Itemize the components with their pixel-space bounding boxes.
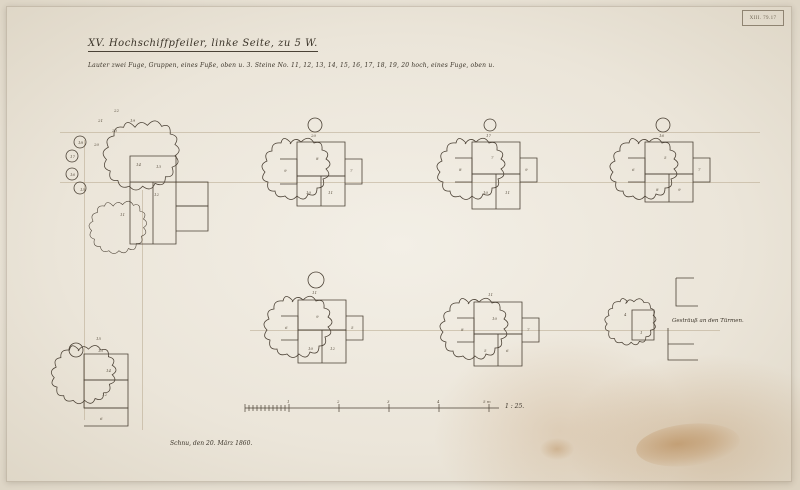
svg-text:20: 20 (94, 142, 100, 147)
svg-text:12: 12 (102, 392, 108, 397)
svg-text:8: 8 (459, 167, 462, 172)
svg-text:7: 7 (491, 155, 494, 160)
svg-text:16: 16 (70, 172, 76, 177)
svg-text:4: 4 (437, 400, 440, 404)
archive-stamp: XIII. 79.17 (742, 10, 784, 26)
svg-text:17: 17 (70, 154, 76, 159)
svg-text:9: 9 (316, 314, 319, 319)
svg-text:5: 5 (664, 155, 667, 160)
svg-text:11: 11 (505, 190, 511, 195)
pier-plan-5[interactable] (58, 328, 178, 438)
svg-text:13: 13 (98, 348, 104, 353)
svg-text:7: 7 (527, 327, 530, 332)
page-title: XV. Hochschiffpfeiler, linke Seite, zu 5 W. (88, 38, 318, 52)
svg-text:4: 4 (624, 312, 627, 317)
svg-text:9: 9 (525, 167, 528, 172)
scale-caption: 1 : 25. (505, 403, 525, 410)
svg-text:10: 10 (308, 346, 314, 351)
svg-text:8: 8 (461, 327, 464, 332)
svg-text:9: 9 (284, 168, 287, 173)
svg-text:14: 14 (106, 368, 112, 373)
svg-text:11: 11 (488, 292, 494, 297)
svg-text:9: 9 (678, 187, 681, 192)
svg-text:10: 10 (492, 316, 498, 321)
svg-text:6: 6 (100, 416, 103, 421)
pier-plan-7[interactable] (428, 274, 563, 384)
scale-bar (243, 400, 501, 412)
svg-text:7: 7 (350, 168, 353, 173)
svg-text:11: 11 (328, 190, 334, 195)
svg-text:10: 10 (306, 190, 312, 195)
svg-text:5: 5 (351, 325, 354, 330)
svg-text:19: 19 (130, 118, 136, 123)
signature-line: Schnu, den 20. März 1860. (170, 440, 253, 447)
svg-text:20: 20 (311, 133, 317, 138)
svg-text:5 m: 5 m (483, 400, 491, 404)
svg-text:11: 11 (312, 290, 318, 295)
pier-plan-2[interactable] (250, 114, 385, 219)
svg-text:12: 12 (154, 192, 160, 197)
svg-text:18: 18 (78, 140, 84, 145)
svg-text:23: 23 (112, 128, 118, 133)
svg-text:17: 17 (486, 133, 492, 138)
svg-text:11: 11 (120, 212, 126, 217)
pier-plan-4[interactable] (598, 114, 733, 219)
svg-text:16: 16 (659, 133, 665, 138)
svg-text:10: 10 (483, 190, 489, 195)
svg-text:8: 8 (316, 156, 319, 161)
svg-text:6: 6 (506, 348, 509, 353)
pier-plan-6[interactable] (252, 268, 387, 378)
page-subtitle: Lauter zwei Fuge, Gruppen, eines Fuße, oben u. 3. Steine No. 11, 12, 13, 14, 15, 16, 17, 18, 19, 20 hoch, eines Fuge, oben u. (88, 62, 495, 69)
svg-text:15: 15 (80, 187, 86, 192)
foxing-stain-small (540, 438, 574, 460)
svg-text:13: 13 (156, 164, 162, 169)
svg-text:14: 14 (136, 162, 142, 167)
svg-text:6: 6 (285, 325, 288, 330)
svg-text:12: 12 (330, 346, 336, 351)
svg-text:7: 7 (698, 167, 701, 172)
svg-text:22: 22 (114, 108, 120, 113)
svg-text:8: 8 (656, 187, 659, 192)
svg-text:21: 21 (98, 118, 104, 123)
svg-text:3: 3 (387, 400, 390, 404)
svg-text:1: 1 (287, 400, 290, 404)
svg-text:2: 2 (337, 400, 340, 404)
svg-text:15: 15 (96, 336, 102, 341)
pier-plan-3[interactable] (425, 114, 560, 219)
pier-plan-1[interactable] (58, 96, 273, 256)
svg-text:5: 5 (484, 348, 487, 353)
svg-text:1: 1 (640, 330, 643, 335)
foxing-stain-large (634, 419, 742, 472)
svg-text:6: 6 (632, 167, 635, 172)
tower-note-label: Gesträuß an den Türmen. (672, 318, 744, 324)
